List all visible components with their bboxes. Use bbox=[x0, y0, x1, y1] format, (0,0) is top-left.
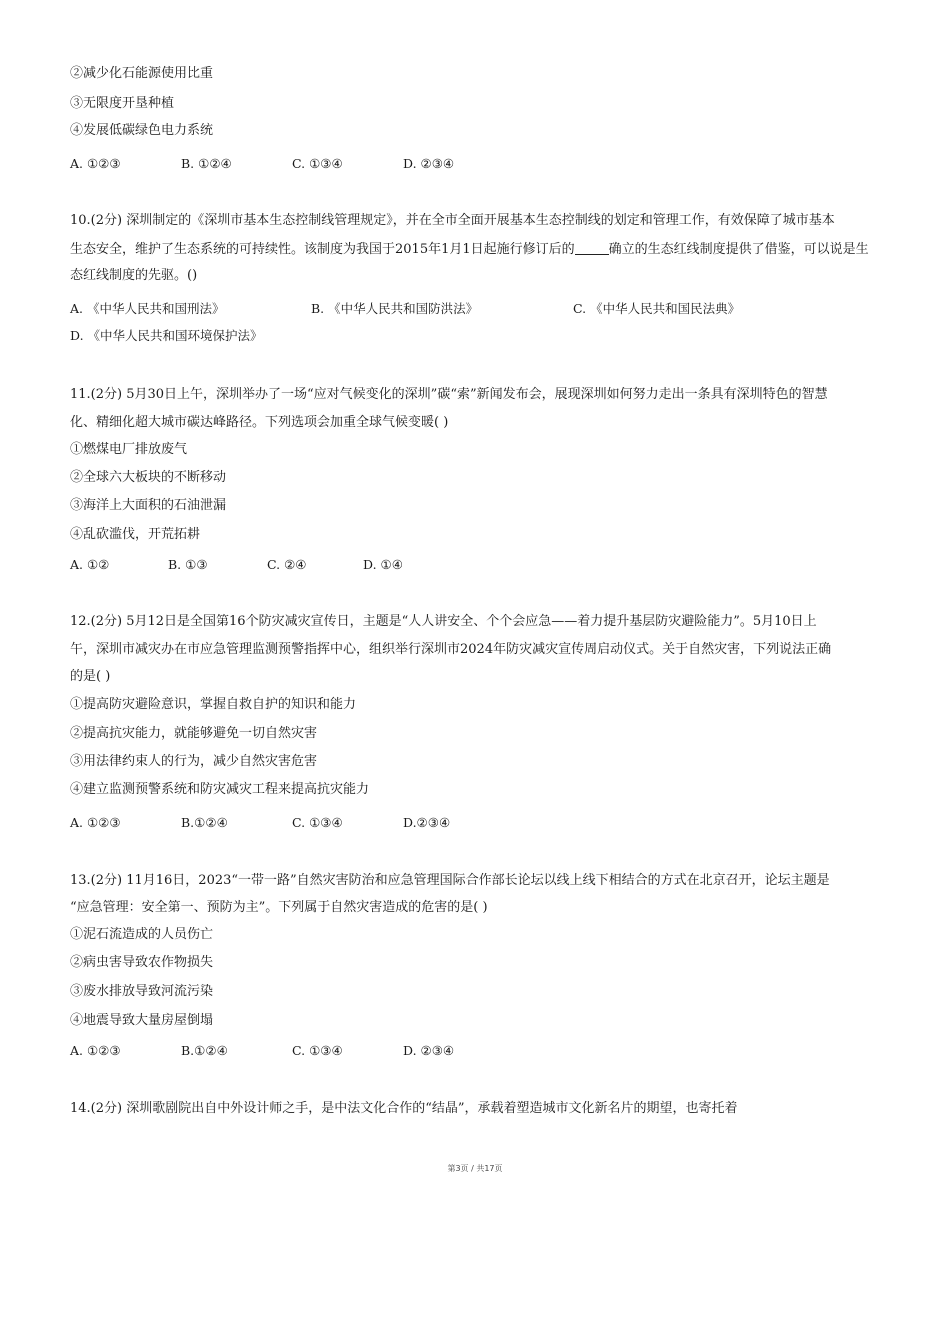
q12-option-b: B.①②④ bbox=[181, 815, 228, 830]
q11-stem-line-1: 11.(2分) 5月30日上午，深圳举办了一场“应对气候变化的深圳”碳“索”新闻发布会，展现深圳如何努力走出一条具有深圳特色的智慧 bbox=[70, 387, 828, 402]
q10-stem-line-2b: 确立的生态红线制度提供了借鉴，可以说是生 bbox=[608, 242, 869, 257]
q10-stem-line-2 bbox=[70, 240, 869, 259]
answer-blank bbox=[575, 240, 609, 255]
q10-option-d: D. 《中华人民共和国环境保护法》 bbox=[70, 328, 263, 343]
q9-option-c: C. ①③④ bbox=[292, 156, 343, 171]
q9-option-b: B. ①②④ bbox=[181, 156, 232, 171]
q10-option-a: A. 《中华人民共和国刑法》 bbox=[70, 301, 225, 316]
q9-option-a: A. ①②③ bbox=[70, 156, 121, 171]
q13-option-a: A. ①②③ bbox=[70, 1043, 121, 1058]
q11-option-c: C. ②④ bbox=[267, 557, 307, 572]
q11-item-1: ①燃煤电厂排放废气 bbox=[70, 442, 188, 457]
q10-stem-line-1: 10.(2分) 深圳制定的《深圳市基本生态控制线管理规定》，并在全市全面开展基本生态控制线的划定和管理工作，有效保障了城市基本 bbox=[70, 213, 835, 228]
q12-stem-line-2: 午，深圳市减灾办在市应急管理监测预警指挥中心，组织举行深圳市2024年防灾减灾宣传周启动仪式。关于自然灾害，下列说法正确 bbox=[70, 642, 832, 657]
q12-option-c: C. ①③④ bbox=[292, 815, 343, 830]
q11-item-4: ④乱砍滥伐，开荒拓耕 bbox=[70, 527, 201, 542]
q13-item-4: ④地震导致大量房屋倒塌 bbox=[70, 1013, 214, 1028]
q12-item-1: ①提高防灾避险意识，掌握自救自护的知识和能力 bbox=[70, 697, 357, 712]
q10-stem-line-2a: 生态安全，维护了生态系统的可持续性。该制度为我国于2015年1月1日起施行修订后的 bbox=[70, 242, 575, 257]
q11-item-2: ②全球六大板块的不断移动 bbox=[70, 470, 227, 485]
q9-item-4: ④发展低碳绿色电力系统 bbox=[70, 123, 214, 138]
q11-item-3: ③海洋上大面积的石油泄漏 bbox=[70, 498, 227, 513]
q12-stem-line-1: 12.(2分) 5月12日是全国第16个防灾减灾宣传日，主题是“人人讲安全、个个会应急——着力提升基层防灾避险能力”。5月10日上 bbox=[70, 614, 817, 629]
q11-option-a: A. ①② bbox=[70, 557, 110, 572]
q10-option-b: B. 《中华人民共和国防洪法》 bbox=[311, 301, 479, 316]
q13-stem-line-2: “应急管理：安全第一、预防为主”。下列属于自然灾害造成的危害的是( ) bbox=[70, 900, 488, 915]
q12-item-3: ③用法律约束人的行为，减少自然灾害危害 bbox=[70, 754, 318, 769]
q11-stem-line-2: 化、精细化超大城市碳达峰路径。下列选项会加重全球气候变暖( ) bbox=[70, 415, 449, 430]
q12-option-a: A. ①②③ bbox=[70, 815, 121, 830]
q11-option-d: D. ①④ bbox=[363, 557, 403, 572]
q13-item-3: ③废水排放导致河流污染 bbox=[70, 984, 214, 999]
q13-option-c: C. ①③④ bbox=[292, 1043, 343, 1058]
q12-item-2: ②提高抗灾能力，就能够避免一切自然灾害 bbox=[70, 726, 318, 741]
q12-item-4: ④建立监测预警系统和防灾减灾工程来提高抗灾能力 bbox=[70, 782, 370, 797]
q13-item-2: ②病虫害导致农作物损失 bbox=[70, 955, 214, 970]
q10-stem-line-3: 态红线制度的先驱。() bbox=[70, 268, 198, 283]
q14-stem-line-1: 14.(2分) 深圳歌剧院出自中外设计师之手，是中法文化合作的“结晶”，承载着塑造城市文化新名片的期望，也寄托着 bbox=[70, 1101, 738, 1116]
page-number-footer: 第3页 / 共17页 bbox=[447, 1164, 503, 1173]
q12-stem-line-3: 的是( ) bbox=[70, 669, 111, 684]
q11-option-b: B. ①③ bbox=[168, 557, 208, 572]
q13-item-1: ①泥石流造成的人员伤亡 bbox=[70, 927, 214, 942]
q9-item-3: ③无限度开垦种植 bbox=[70, 96, 175, 111]
q12-option-d: D.②③④ bbox=[403, 815, 451, 830]
q9-option-d: D. ②③④ bbox=[403, 156, 455, 171]
q9-item-2: ②减少化石能源使用比重 bbox=[70, 66, 214, 81]
q13-option-d: D. ②③④ bbox=[403, 1043, 455, 1058]
q10-option-c: C. 《中华人民共和国民法典》 bbox=[573, 301, 741, 316]
q13-option-b: B.①②④ bbox=[181, 1043, 228, 1058]
q13-stem-line-1: 13.(2分) 11月16日，2023“一带一路”自然灾害防治和应急管理国际合作部长论坛以线上线下相结合的方式在北京召开，论坛主题是 bbox=[70, 873, 830, 888]
